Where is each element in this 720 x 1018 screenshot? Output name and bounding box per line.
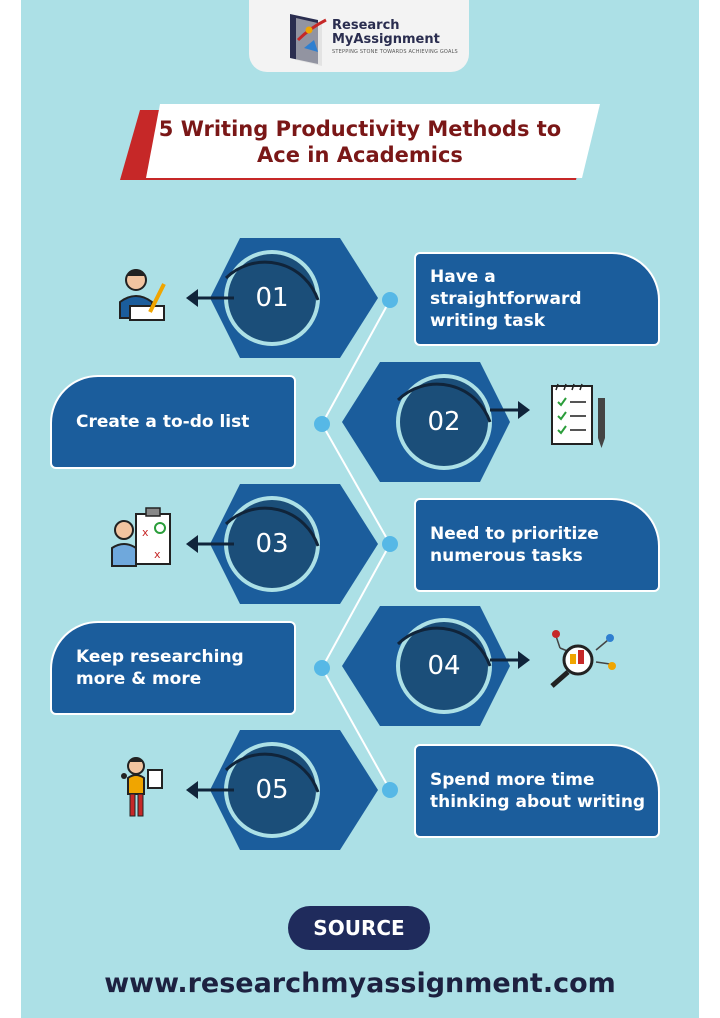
svg-text:x: x xyxy=(142,526,149,539)
step-05-text: Spend more time thinking about writing xyxy=(430,770,646,812)
step-03-card xyxy=(414,498,660,592)
step-03-number: 03 xyxy=(255,529,289,559)
brand-tagline: STEPPING STONE TOWARDS ACHIEVING GOALS xyxy=(332,49,458,55)
step-04-text: Keep researching more & more xyxy=(76,647,244,689)
page-title xyxy=(130,116,590,168)
step-04-card xyxy=(50,621,296,715)
title-line1: 5 Writing Productivity Methods to xyxy=(158,117,562,141)
brand-name-line2: MyAssignment xyxy=(332,32,440,47)
step-03-text: Need to prioritize numerous tasks xyxy=(430,524,599,566)
svg-text:x: x xyxy=(154,548,161,561)
step-02-card xyxy=(50,375,296,469)
title-line2: Ace in Academics xyxy=(257,143,463,167)
source-button[interactable]: SOURCE xyxy=(288,906,430,950)
brand-name-line1: Research xyxy=(332,18,400,33)
person-clipboard-icon xyxy=(121,758,162,816)
strategy-board-icon xyxy=(112,508,170,566)
step-02-number: 02 xyxy=(427,407,461,437)
step-02-text: Create a to-do list xyxy=(76,412,250,432)
step-01-card xyxy=(414,252,660,346)
step-01-text: Have a straightforward writing task xyxy=(430,267,582,331)
step-05-number: 05 xyxy=(255,775,289,805)
step-05-card xyxy=(414,744,660,838)
magnifier-data-icon xyxy=(552,630,616,686)
website-link[interactable]: www.researchmyassignment.com xyxy=(104,968,616,999)
checklist-icon xyxy=(552,384,605,448)
student-writing-icon xyxy=(120,269,164,320)
step-01-number: 01 xyxy=(255,283,289,313)
step-04-number: 04 xyxy=(427,651,461,681)
